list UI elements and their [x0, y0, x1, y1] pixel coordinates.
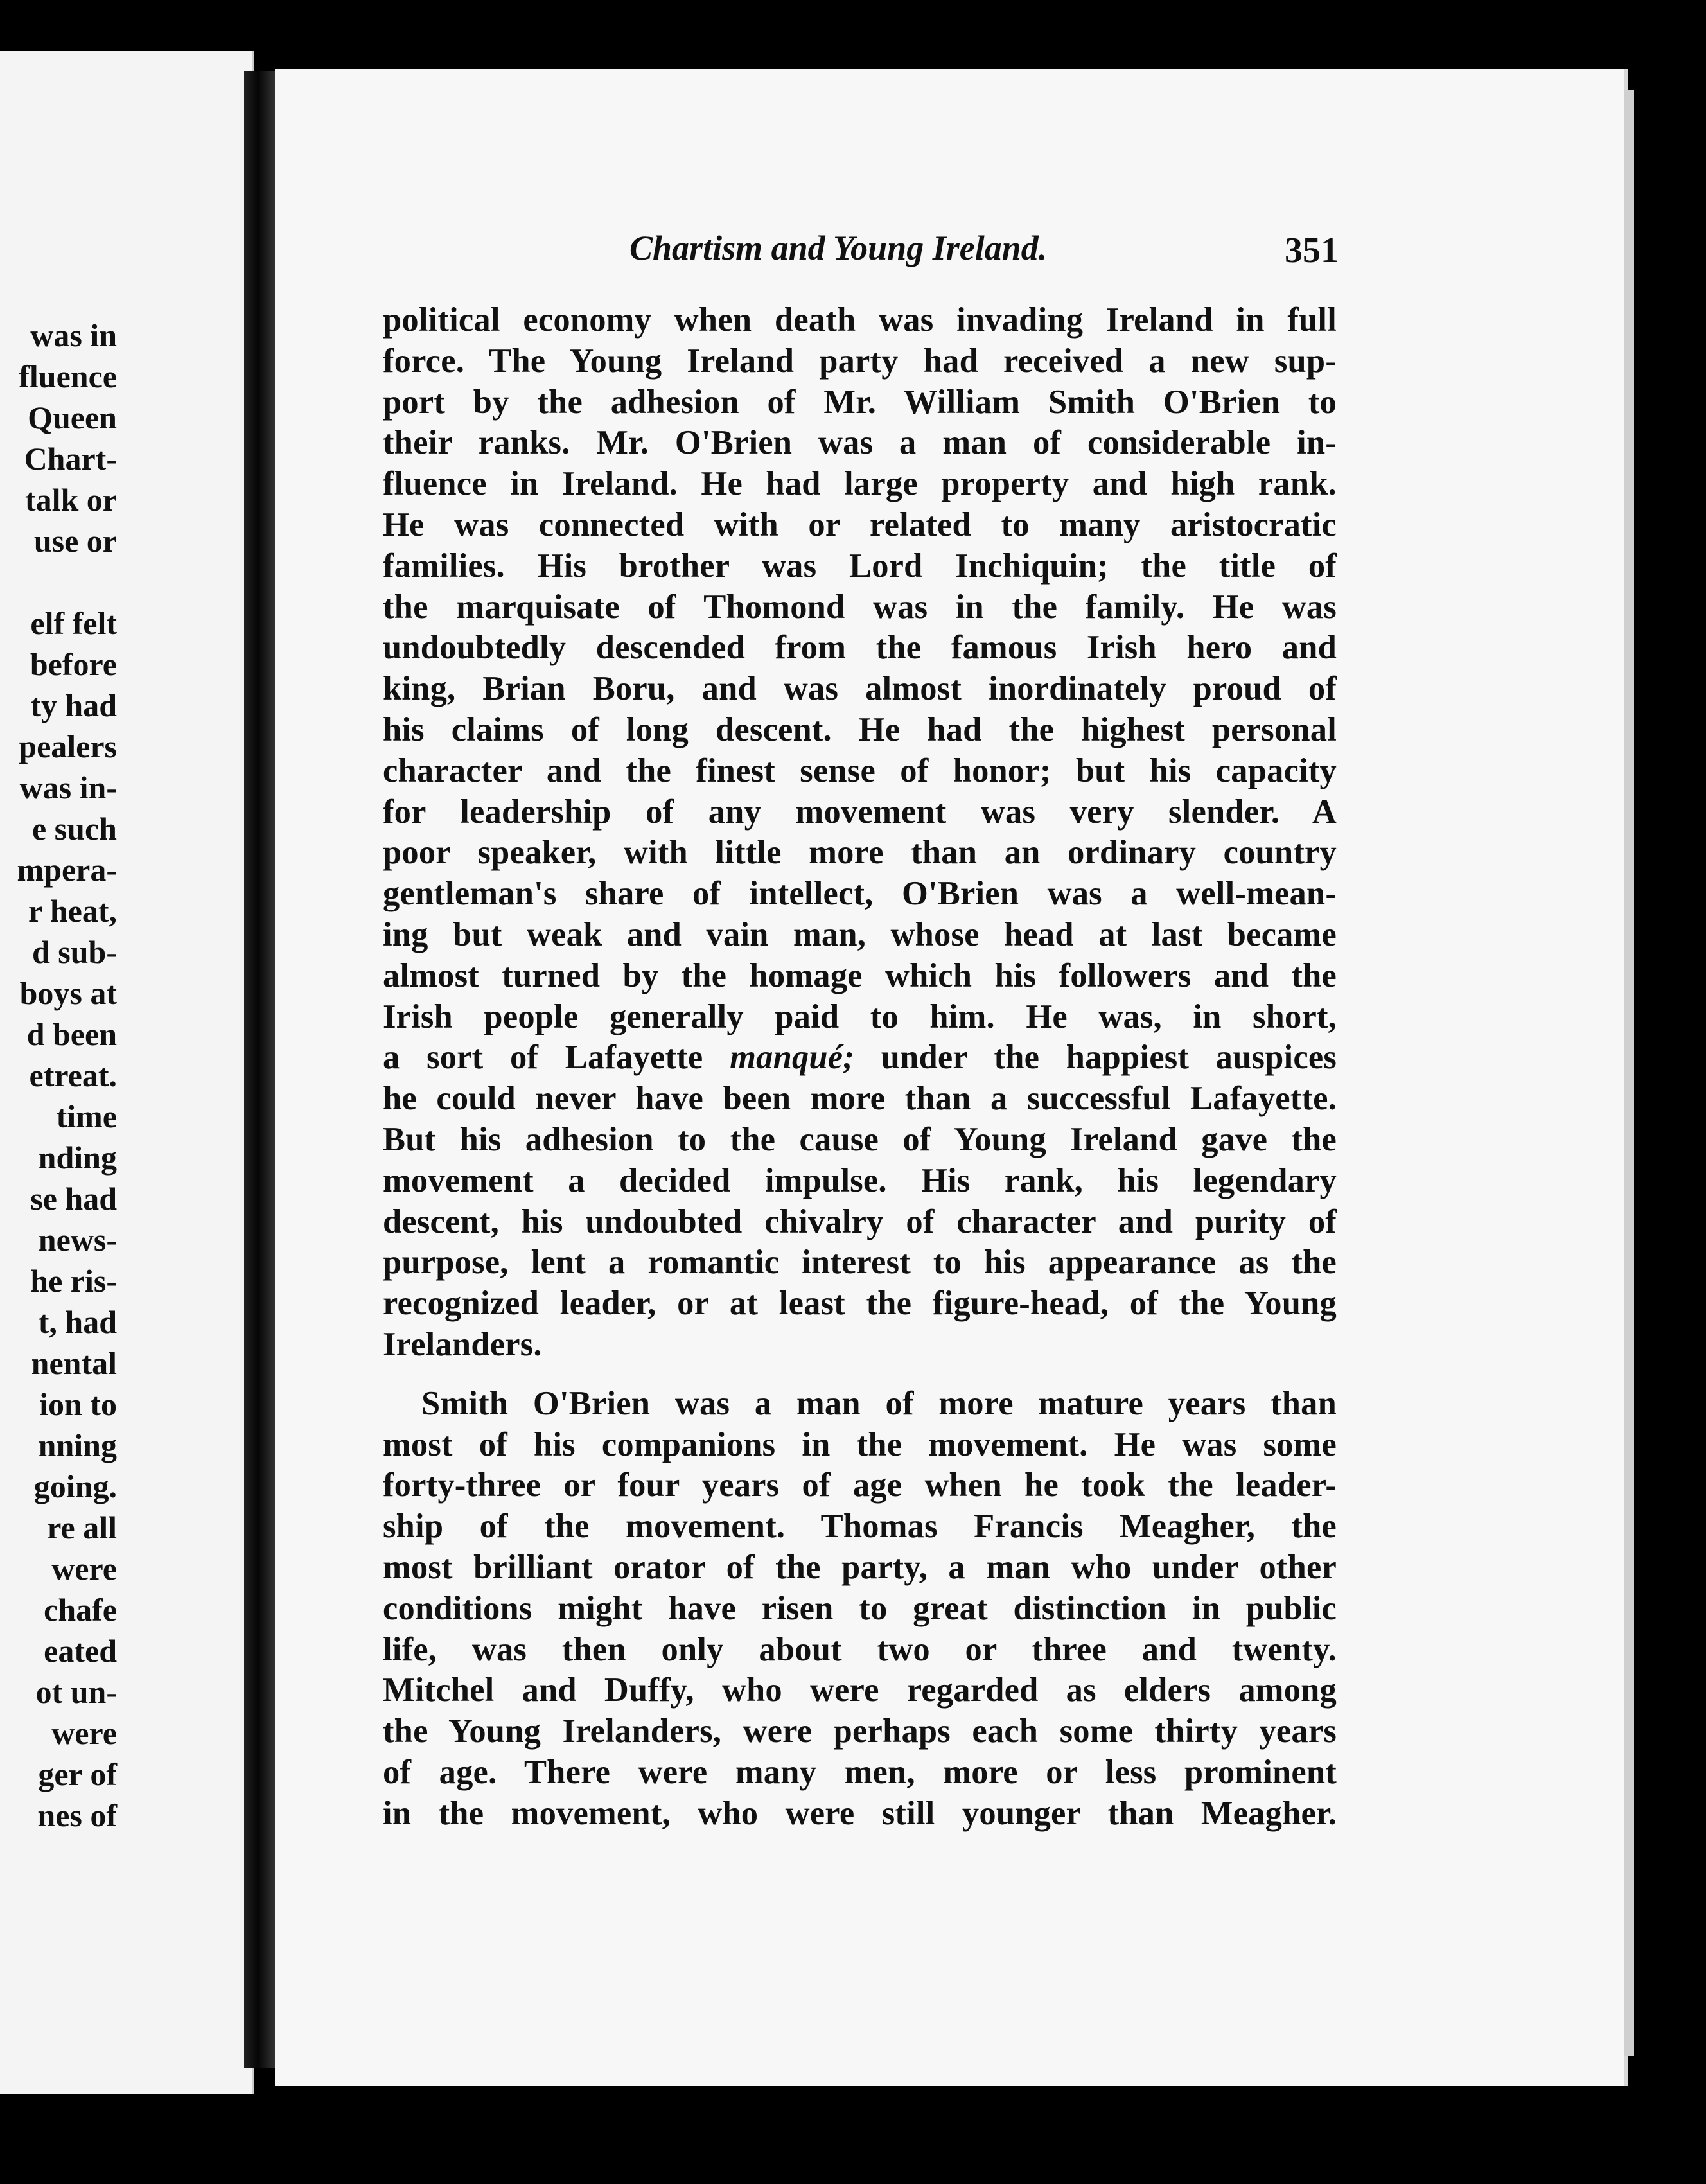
text-line: Mitchel and Duffy, who were regarded as elders among [383, 1671, 1337, 1709]
text-line: in the movement, who were still younger than Meagher. [383, 1794, 1337, 1832]
left-page-fragment: use or [33, 523, 117, 559]
left-page-fragment: nding [38, 1140, 117, 1176]
left-page-fragment: were [51, 1551, 117, 1587]
text-line: for leadership of any movement was very slender. A [383, 793, 1337, 831]
page-number: 351 [1285, 231, 1339, 270]
text-line: movement a decided impulse. His rank, his legendary [383, 1161, 1337, 1199]
left-page-fragment: se had [30, 1181, 117, 1217]
left-page-fragment: re all [47, 1510, 117, 1546]
book-gutter [244, 71, 275, 2068]
text-line: Irelanders. [383, 1325, 542, 1363]
text-line: force. The Young Ireland party had received a new sup- [383, 342, 1337, 380]
text-line: the Young Irelanders, were perhaps each some thirty years [383, 1713, 1337, 1750]
left-page-fragment: e such [32, 811, 117, 847]
left-page-fragment: pealers [19, 728, 117, 764]
text-line: Smith O'Brien was a man of more mature years than [421, 1384, 1337, 1422]
text-line: recognized leader, or at least the figure-head, of the Young [383, 1285, 1337, 1323]
left-page-fragment: before [30, 646, 117, 682]
text-line: port by the adhesion of Mr. William Smith O'Brien to [383, 383, 1337, 421]
left-page-fragment [0, 561, 117, 603]
left-page-fragment: ty had [30, 687, 117, 723]
text-line: almost turned by the homage which his followers and the [383, 956, 1337, 994]
page-edge [1624, 90, 1634, 2056]
left-page-fragment: Queen [28, 400, 117, 436]
text-segment: under the happiest auspices [854, 1039, 1337, 1077]
text-segment: a sort of Lafayette [383, 1039, 730, 1077]
left-page-fragment: elf felt [30, 605, 117, 641]
text-line: Irish people generally paid to him. He was, in short, [383, 998, 1337, 1035]
paragraph-gap [383, 1366, 1337, 1384]
left-page-fragment: news- [38, 1222, 117, 1258]
text-line: gentleman's share of intellect, O'Brien was a well-mean- [383, 875, 1337, 913]
left-page-text-fragments [0, 315, 117, 1836]
left-page-fragment: etreat. [29, 1057, 117, 1093]
text-line: most of his companions in the movement. He was some [383, 1425, 1337, 1463]
text-line: But his adhesion to the cause of Young Ireland gave the [383, 1120, 1337, 1158]
left-page-fragment: nental [31, 1345, 117, 1381]
body-text [383, 300, 1337, 1834]
left-page-fragment: r heat, [28, 893, 117, 929]
text-line: of age. There were many men, more or less prominent [383, 1753, 1337, 1791]
text-line: their ranks. Mr. O'Brien was a man of considerable in- [383, 424, 1337, 462]
text-line: the marquisate of Thomond was in the family. He was [383, 588, 1337, 626]
text-line: fluence in Ireland. He had large property and high rank. [383, 465, 1337, 503]
text-line: life, was then only about two or three and twenty. [383, 1630, 1337, 1668]
text-line: forty-three or four years of age when he took the leader- [383, 1466, 1337, 1504]
text-line: He was connected with or related to many aristocratic [383, 506, 1337, 543]
text-line-lafayette [383, 1037, 1337, 1079]
text-line: his claims of long descent. He had the highest personal [383, 710, 1337, 748]
left-page-fragment: ot un- [35, 1674, 117, 1710]
text-line: purpose, lent a romantic interest to his appearance as the [383, 1244, 1337, 1281]
text-line: character and the finest sense of honor; but his capacity [383, 752, 1337, 789]
left-page-fragment: time [56, 1098, 117, 1134]
left-page-fragment: fluence [19, 358, 117, 394]
left-page-fragment: was in [30, 317, 117, 353]
left-page-fragment: Chart- [24, 441, 117, 477]
left-page-fragment: talk or [24, 482, 117, 518]
text-line: political economy when death was invading Ireland in full [383, 301, 1337, 339]
paragraph-1 [383, 300, 1337, 1366]
text-line: families. His brother was Lord Inchiquin; the title of [383, 547, 1337, 585]
text-line: conditions might have risen to great distinction in public [383, 1589, 1337, 1627]
text-line: poor speaker, with little more than an ordinary country [383, 834, 1337, 872]
left-page-fragment: going. [33, 1468, 117, 1504]
left-page-fragment: eated [44, 1633, 117, 1669]
left-page-fragment: d been [26, 1016, 117, 1052]
left-page-fragment: boys at [19, 975, 117, 1011]
left-page-fragment: ger of [38, 1756, 117, 1792]
left-page [0, 51, 254, 2094]
left-page-fragment: t, had [38, 1304, 117, 1340]
text-line: most brilliant orator of the party, a man who under other [383, 1548, 1337, 1586]
left-page-fragment: mpera- [17, 852, 117, 888]
paragraph-2 [383, 1384, 1337, 1835]
left-page-fragment: he ris- [30, 1263, 117, 1299]
left-page-fragment: nes of [37, 1797, 117, 1833]
text-line: king, Brian Boru, and was almost inordinately proud of [383, 670, 1337, 708]
italic-word: manqué; [730, 1039, 854, 1077]
text-line: he could never have been more than a successful Lafayette. [383, 1080, 1337, 1118]
running-head: Chartism and Young Ireland. [629, 229, 1048, 267]
text-line: ship of the movement. Thomas Francis Meagher, the [383, 1508, 1337, 1546]
left-page-fragment: d sub- [31, 934, 117, 970]
left-page-fragment: nning [38, 1427, 117, 1463]
left-page-fragment: ion to [39, 1386, 117, 1422]
text-line: descent, his undoubted chivalry of character and purity of [383, 1202, 1337, 1240]
left-page-fragment: was in- [19, 770, 117, 806]
left-page-fragment: were [51, 1715, 117, 1751]
left-page-fragment: chafe [44, 1592, 117, 1628]
text-line: undoubtedly descended from the famous Irish hero and [383, 629, 1337, 667]
text-line: ing but weak and vain man, whose head at last became [383, 915, 1337, 953]
